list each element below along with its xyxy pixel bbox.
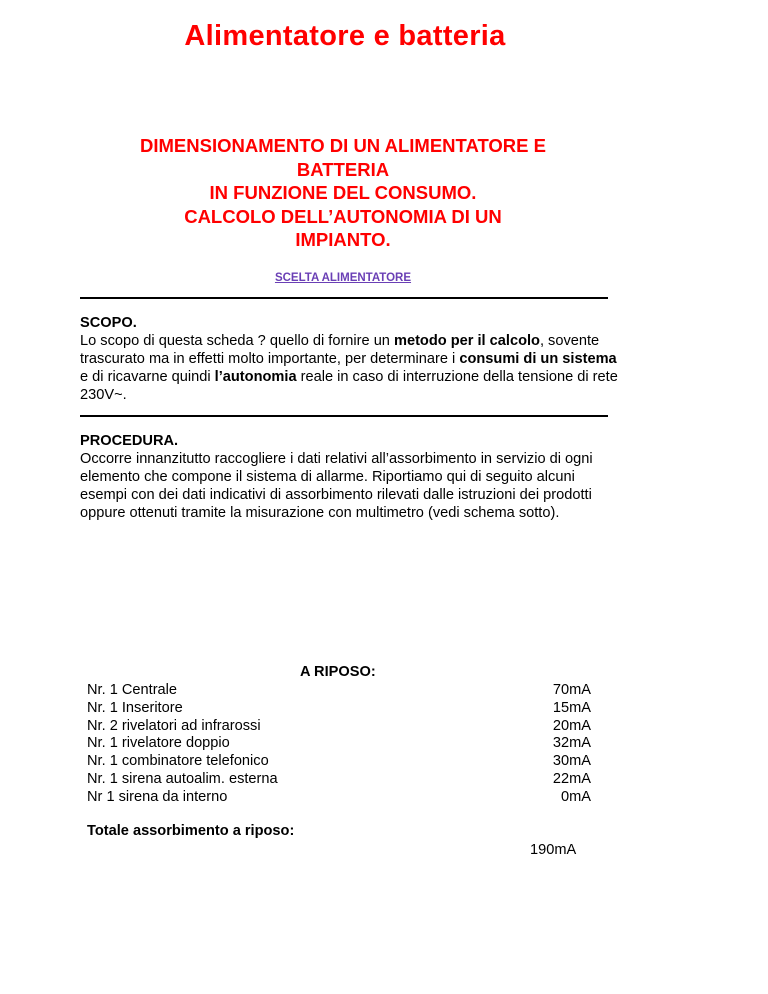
item-name: Nr. 1 Inseritore — [87, 699, 183, 716]
item-value: 15mA — [552, 699, 591, 716]
item-value: 30mA — [552, 753, 591, 770]
procedura-label: PROCEDURA. — [80, 433, 179, 449]
consumption-items — [87, 682, 278, 807]
item-name: Nr. 1 Centrale — [87, 682, 178, 698]
item-name: Nr. 1 combinatore telefonico — [87, 753, 269, 770]
section-heading — [78, 134, 608, 252]
scelta-alimentatore-link[interactable]: SCELTA ALIMENTATORE — [274, 272, 412, 284]
heading-line: IN FUNZIONE DEL CONSUMO. — [209, 182, 477, 203]
heading-line: IMPIANTO. — [295, 229, 391, 250]
item-value: 70mA — [552, 682, 591, 698]
divider — [80, 415, 608, 417]
heading-line: DIMENSIONAMENTO DI UN ALIMENTATORE E — [140, 135, 546, 156]
procedura-text: Occorre innanzitutto raccogliere i dati relativi all’assorbimento in servizio di ogni elemento che compone il sistema di allarme. Riportiamo qui di seguito alcuni esempi con dei dati indicativi di assorbimento rilevati dalle istruzioni dei prodotti oppure ottenuti tramite la misurazione con multimetro (vedi schema sotto). — [80, 451, 593, 521]
item-value: 20mA — [552, 717, 591, 734]
heading-line: BATTERIA — [296, 158, 390, 180]
item-value: 22mA — [552, 770, 591, 787]
total-value: 190mA — [530, 842, 577, 858]
item-value: 0mA — [560, 788, 591, 805]
item-name: Nr. 2 rivelatori ad infrarossi — [87, 717, 261, 734]
item-name: Nr. 1 sirena autoalim. esterna — [87, 770, 278, 787]
consumption-values — [545, 682, 591, 807]
riposo-title: A RIPOSO: — [300, 664, 376, 680]
item-name: Nr. 1 rivelatore doppio — [87, 735, 230, 752]
heading-line: CALCOLO DELL’AUTONOMIA DI UN — [184, 205, 502, 227]
page-title: Alimentatore e batteria — [184, 20, 506, 52]
item-name: Nr 1 sirena da interno — [87, 788, 228, 805]
total-label: Totale assorbimento a riposo: — [87, 823, 295, 839]
procedura-section — [80, 432, 625, 522]
scopo-label: SCOPO. — [80, 315, 137, 331]
item-value: 32mA — [552, 735, 591, 752]
divider — [80, 297, 608, 299]
scopo-section — [80, 314, 625, 404]
scopo-text: Lo scopo di questa scheda ? quello di fornire un metodo per il calcolo, sovente trascurato ma in effetti molto importante, per determinare i consumi di un sistema e di ricavarne quindi l’autonomia reale in caso di interruzione della tensione di rete 230V~. — [80, 333, 618, 403]
